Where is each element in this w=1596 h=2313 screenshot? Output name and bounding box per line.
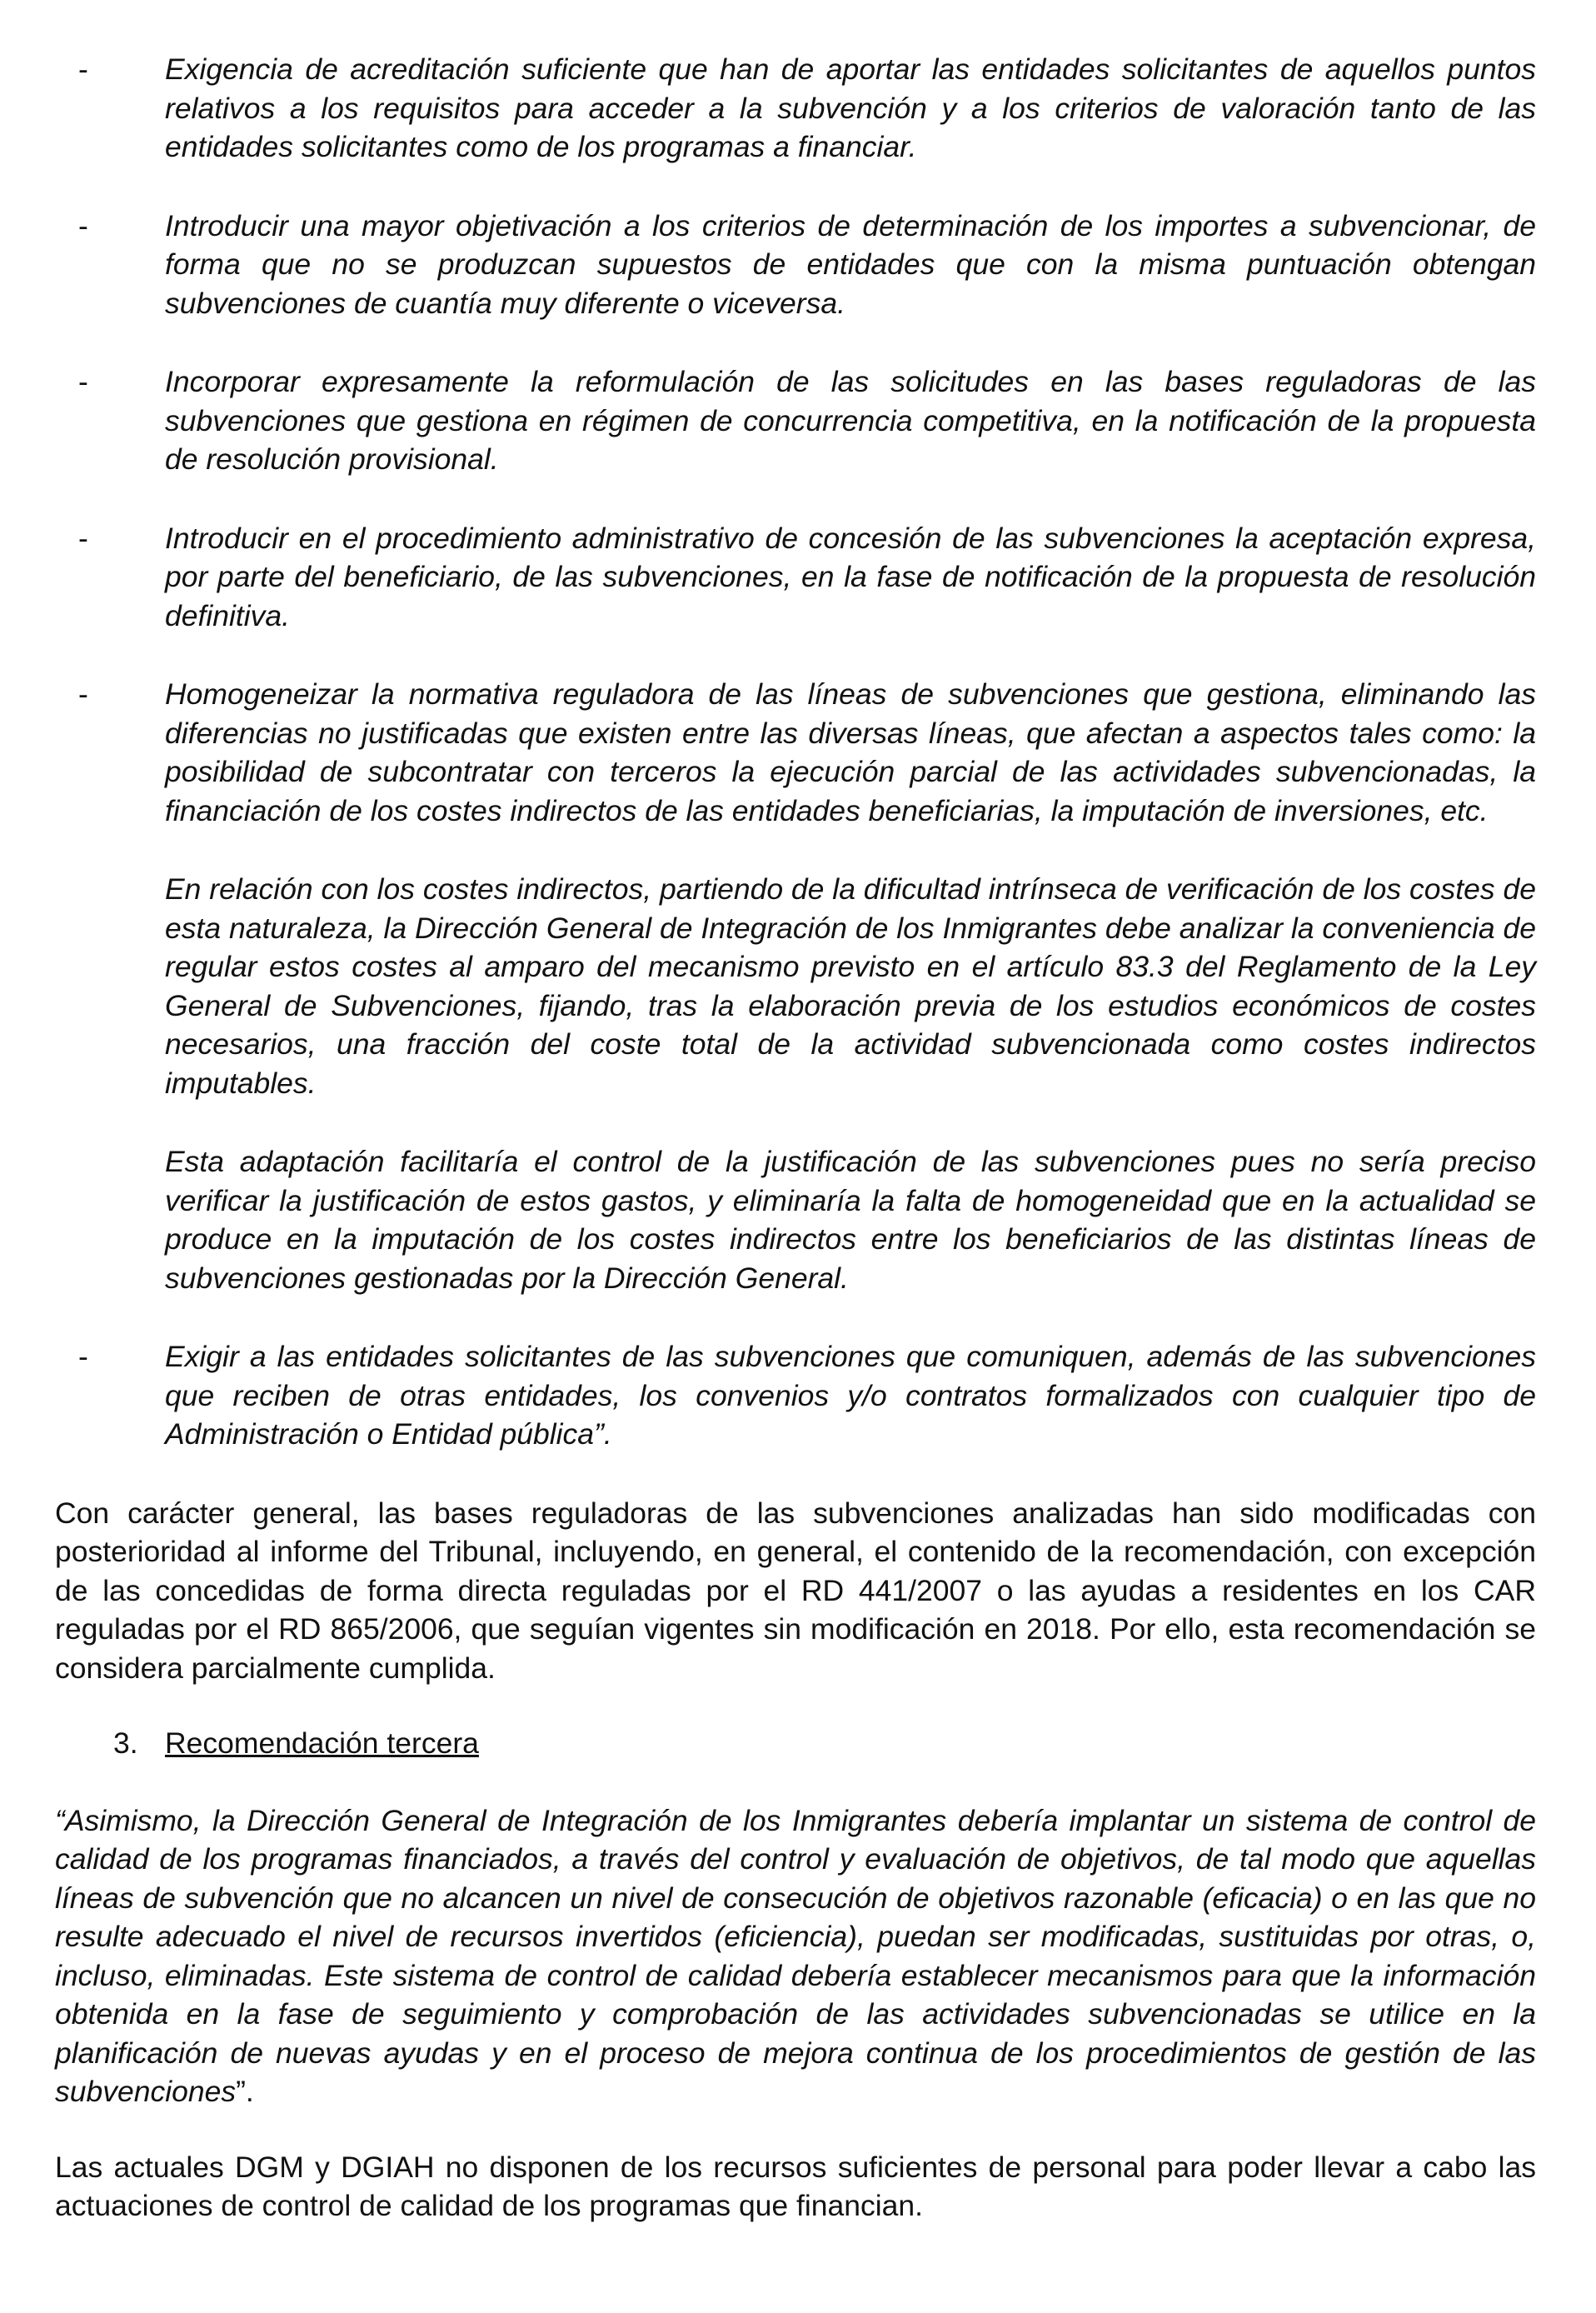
quoted-recommendation — [55, 1801, 1536, 2111]
paragraph-general-assessment: Con carácter general, las bases reguladoras de las subvenciones analizadas han sido modificadas con posterioridad al informe del Tribunal, incluyendo, en general, el contenido de la recomendación, con excepción de las concedidas de forma directa reguladas por el RD 441/2007 o las ayudas a residentes en los CAR reguladas por el RD 865/2006, que seguían vigentes sin modificación en 2018. Por ello, esta recomendación se considera parcialmente cumplida. — [55, 1496, 1536, 1685]
list-item — [55, 519, 1536, 636]
bullet-dash: - — [78, 365, 88, 398]
paragraph-final: Las actuales DGM y DGIAH no disponen de los recursos suficientes de personal para poder llevar a cabo las actuaciones de control de calidad de los programas que financian. — [55, 2150, 1536, 2222]
list-item — [55, 50, 1536, 167]
bullet-text: Introducir una mayor objetivación a los criterios de determinación de los importes a subvencionar, de forma que no se produzcan supuestos de entidades que con la misma puntuación obtengan subvenciones de cuantía muy diferente o viceversa. — [165, 208, 1536, 320]
section-heading — [55, 1724, 1536, 1763]
quote-closing: ”. — [236, 2075, 254, 2108]
quote-text: “Asimismo, la Dirección General de Integración de los Inmigrantes debería implantar un sistema de control de calidad de los programas financiados, a través del control y evaluación de objetivos, de tal modo que aquellas líneas de subvención que no alcancen un nivel de consecución de objetivos razonable (eficacia) o en las que no resulte adecuado el nivel de recursos invertidos (eficiencia), puedan ser modificadas, sustituidas por otras, o, incluso, eliminadas. Este sistema de control de calidad debería establecer mecanismos para que la información obtenida en la fase de seguimiento y comprobación de las actividades subvencionadas se utilice en la planificación de nuevas ayudas y en el proceso de mejora continua de los procedimientos de gestión de las subvenciones — [55, 1803, 1536, 2108]
bullet-text: Introducir en el procedimiento administrativo de concesión de las subvenciones la aceptación expresa, por parte del beneficiario, de las subvenciones, en la fase de notificación de la propuesta de resolución definitiva. — [165, 521, 1536, 632]
list-item — [55, 207, 1536, 323]
bullet-dash: - — [78, 677, 88, 711]
section-number: 3. — [113, 1726, 138, 1760]
list-item — [55, 362, 1536, 479]
list-item — [55, 675, 1536, 830]
section-title: Recomendación tercera — [165, 1726, 479, 1760]
bullet-text: Exigencia de acreditación suficiente que han de aportar las entidades solicitantes de aquellos puntos relativos a los requisitos para acceder a la subvención y a los criterios de valoración tanto de las entidades solicitantes como de los programas a financiar. — [165, 52, 1536, 163]
indented-paragraph-indirect-costs: En relación con los costes indirectos, partiendo de la dificultad intrínseca de verificación de los costes de esta naturaleza, la Dirección General de Integración de los Inmigrantes debe analizar la conveniencia de regular estos costes al amparo del mecanismo previsto en el artículo 83.3 del Reglamento de la Ley General de Subvenciones, fijando, tras la elaboración previa de los estudios económicos de costes necesarios, una fracción del coste total de la actividad subvencionada como costes indirectos imputables. — [165, 872, 1536, 1100]
bullet-text: Homogeneizar la normativa reguladora de las líneas de subvenciones que gestiona, eliminando las diferencias no justificadas que existen entre las diversas líneas, que afectan a aspectos tales como: la posibilidad de subcontratar con terceros la ejecución parcial de las actividades subvencionadas, la financiación de los costes indirectos de las entidades beneficiarias, la imputación de inversiones, etc. — [165, 677, 1536, 827]
bullet-dash: - — [78, 208, 88, 242]
document-page — [55, 50, 1536, 2262]
bullet-dash: - — [78, 52, 88, 86]
bullet-dash: - — [78, 521, 88, 555]
indented-paragraph-adaptation: Esta adaptación facilitaría el control de la justificación de las subvenciones pues no sería preciso verificar la justificación de estos gastos, y eliminaría la falta de homogeneidad que en la actualidad se produce en la imputación de los costes indirectos entre los beneficiarios de las distintas líneas de subvenciones gestionadas por la Dirección General. — [165, 1145, 1536, 1295]
bullet-text: Exigir a las entidades solicitantes de las subvenciones que comuniquen, además de las subvenciones que reciben de otras entidades, los convenios y/o contratos formalizados con cualquier tipo de Administración o Entidad pública”. — [165, 1340, 1536, 1451]
bullet-text: Incorporar expresamente la reformulación de las solicitudes en las bases reguladoras de las subvenciones que gestiona en régimen de concurrencia competitiva, en la notificación de la propuesta de resolución provisional. — [165, 365, 1536, 476]
list-item — [55, 1337, 1536, 1454]
bullet-dash: - — [78, 1340, 88, 1373]
